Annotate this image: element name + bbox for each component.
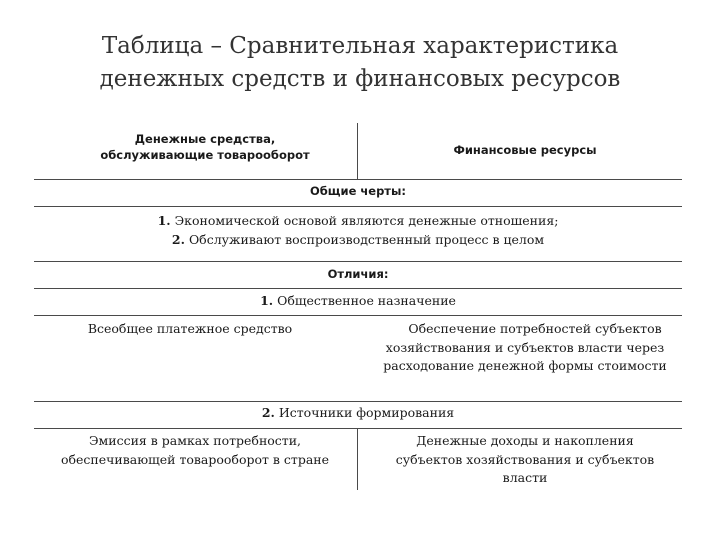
col1-header (60, 131, 350, 163)
diff-item-2-money-line-1: Эмиссия в рамках потребности, (88, 433, 302, 448)
differences-header (34, 266, 682, 282)
common-item-2-text: Обслуживают воспроизводственный процесс в целом (188, 232, 545, 247)
diff-item-2-finance-line-2: субъектов хозяйствования и субъектов (395, 451, 655, 467)
sources-divider (357, 428, 358, 490)
diff-item-1-money-line-1: Всеобщее платежное средство (87, 321, 293, 336)
title-line-2: денежных средств и финансовых ресурсов (99, 66, 621, 92)
diff-item-2-money (40, 432, 350, 469)
diff-item-1-finance (360, 320, 690, 376)
rule-below-sources (34, 428, 682, 429)
col1-header-line-2: обслуживающие товарооборот (100, 148, 310, 162)
diff-item-1-finance-line-2: хозяйствования и субъектов власти через (385, 339, 665, 355)
diff-item-2-finance-line-1: Денежные доходы и накопления (416, 433, 634, 448)
common-item-1-num: 1. (157, 213, 171, 228)
rule-below-common-items (34, 261, 682, 262)
diff-item-1-title (34, 292, 682, 309)
rule-below-diff-header (34, 288, 682, 289)
diff-item-1-finance-line-1: Обеспечение потребностей субъектов (408, 321, 662, 336)
diff-item-1-num: 1. (260, 293, 274, 308)
col2-header-label: Финансовые ресурсы (453, 143, 597, 157)
common-item-1 (34, 211, 682, 230)
common-features-label: Общие черты: (310, 184, 406, 198)
diff-item-2-finance (365, 432, 685, 488)
differences-label: Отличия: (327, 267, 389, 281)
diff-item-2-money-line-2: обеспечивающей товарооборот в стране (60, 451, 330, 467)
page-title (0, 30, 720, 96)
diff-item-1-text: Общественное назначение (277, 293, 456, 308)
common-features-list (34, 211, 682, 249)
common-features-header (34, 183, 682, 199)
rule-below-purpose-row (34, 401, 682, 402)
diff-item-1-finance-line-3: расходование денежной формы стоимости (383, 358, 667, 373)
diff-item-2-num: 2. (261, 405, 275, 420)
diff-item-1-money (40, 320, 340, 337)
col1-header-line-1: Денежные средства, (134, 132, 276, 146)
diff-item-2-finance-line-3: власти (502, 470, 548, 485)
rule-below-header (34, 179, 682, 180)
common-item-1-text: Экономической основой являются денежные отношения; (174, 213, 559, 228)
common-item-2-num: 2. (171, 232, 185, 247)
diff-item-2-text: Источники формирования (278, 405, 455, 420)
rule-below-common-header (34, 206, 682, 207)
title-line-1: Таблица – Сравнительная характеристика (101, 33, 619, 59)
col2-header (380, 142, 670, 158)
diff-item-2-title (34, 404, 682, 421)
common-item-2 (34, 230, 682, 249)
rule-below-purpose (34, 315, 682, 316)
header-divider (357, 123, 358, 179)
